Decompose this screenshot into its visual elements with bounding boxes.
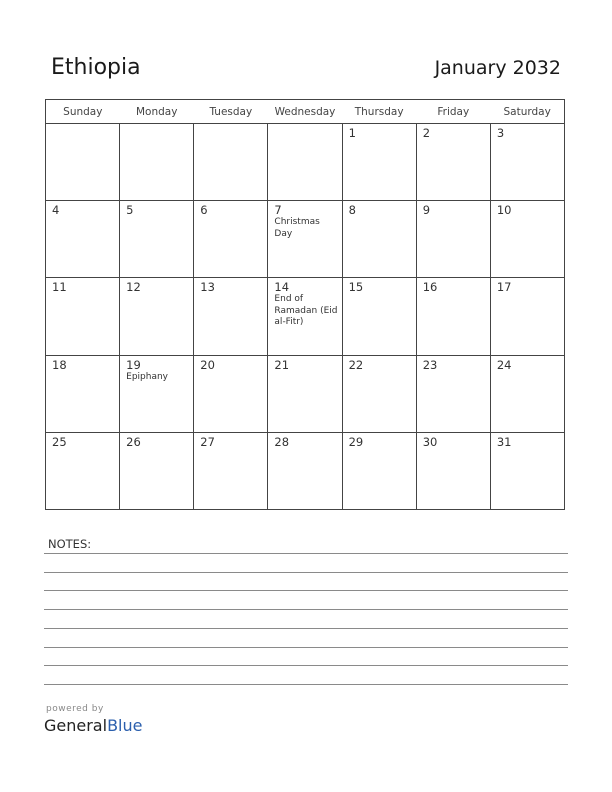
note-line — [44, 553, 568, 554]
day-number: 18 — [52, 357, 67, 372]
day-number — [268, 124, 341, 127]
day-cell — [268, 355, 342, 432]
day-number: 16 — [422, 280, 438, 295]
day-cell — [46, 201, 120, 278]
day-number: 31 — [496, 434, 512, 449]
day-cell — [268, 278, 342, 355]
note-line — [44, 628, 568, 629]
day-cell — [416, 278, 490, 355]
brand-name-blue: Blue — [107, 716, 143, 735]
note-line — [44, 572, 568, 573]
day-number — [194, 124, 267, 127]
day-cell — [46, 278, 120, 355]
day-number: 4 — [52, 203, 60, 218]
day-number: 28 — [274, 434, 290, 449]
day-number: 17 — [496, 280, 512, 295]
weekday-header: Friday — [416, 100, 490, 124]
day-number: 10 — [496, 203, 512, 218]
note-line — [44, 590, 568, 591]
brand-logo — [44, 716, 142, 735]
day-number: 6 — [200, 203, 208, 218]
note-line — [44, 609, 568, 610]
day-number: 26 — [126, 434, 141, 449]
day-number: 9 — [422, 203, 431, 218]
day-number: 7 — [274, 203, 282, 218]
day-cell — [416, 201, 490, 278]
note-line — [44, 665, 568, 666]
day-cell — [120, 201, 194, 278]
day-number: 20 — [200, 357, 215, 372]
day-number: 1 — [348, 126, 356, 140]
holiday-label: End of Ramadan (Eid al-Fitr) — [274, 294, 338, 328]
day-cell — [342, 432, 416, 509]
holiday-label: Epiphany — [126, 371, 169, 382]
day-number: 15 — [348, 280, 364, 295]
day-number — [120, 124, 193, 127]
notes-label: NOTES: — [48, 537, 92, 551]
day-cell — [194, 278, 268, 355]
day-cell — [342, 124, 416, 201]
day-number: 21 — [274, 357, 290, 372]
week-row — [46, 355, 565, 432]
day-number: 5 — [126, 203, 134, 218]
day-number: 19 — [126, 357, 141, 372]
day-cell — [416, 432, 490, 509]
week-row — [46, 124, 565, 201]
holiday-label: Christmas Day — [274, 217, 320, 239]
day-cell — [416, 355, 490, 432]
day-cell — [120, 432, 194, 509]
powered-by-text: powered by — [46, 704, 104, 714]
day-cell — [46, 355, 120, 432]
day-number: 13 — [200, 280, 215, 295]
brand-name-general: General — [44, 716, 108, 735]
day-cell — [268, 432, 342, 509]
day-cell — [268, 201, 342, 278]
day-cell — [194, 355, 268, 432]
day-cell — [416, 124, 490, 201]
day-number: 30 — [422, 434, 438, 449]
calendar-grid — [45, 99, 565, 510]
day-cell — [268, 124, 342, 201]
weekday-header: Monday — [120, 100, 194, 124]
day-cell — [194, 432, 268, 509]
day-number: 27 — [200, 434, 215, 449]
week-row — [46, 432, 565, 509]
country-title: Ethiopia — [51, 55, 141, 80]
note-line — [44, 647, 568, 648]
day-number: 3 — [496, 126, 505, 140]
day-number: 8 — [348, 203, 356, 218]
day-cell — [490, 355, 564, 432]
week-row — [46, 278, 565, 355]
day-cell — [46, 124, 120, 201]
day-number — [46, 124, 119, 127]
day-number: 23 — [422, 357, 438, 372]
day-number: 14 — [274, 280, 290, 295]
weekday-header-row — [46, 100, 565, 124]
day-cell — [490, 432, 564, 509]
day-cell — [490, 278, 564, 355]
day-cell — [490, 201, 564, 278]
day-cell — [46, 432, 120, 509]
day-cell — [194, 124, 268, 201]
day-number: 11 — [52, 280, 67, 295]
day-number: 24 — [496, 357, 512, 372]
day-number: 2 — [422, 126, 431, 140]
calendar-body — [46, 124, 565, 510]
day-cell — [490, 124, 564, 201]
weekday-header: Saturday — [490, 100, 564, 124]
day-cell — [342, 355, 416, 432]
month-year-title: January 2032 — [434, 57, 561, 79]
day-cell — [342, 278, 416, 355]
weekday-header: Sunday — [46, 100, 120, 124]
note-line — [44, 684, 568, 685]
weekday-header: Thursday — [342, 100, 416, 124]
day-number: 12 — [126, 280, 141, 295]
day-cell — [342, 201, 416, 278]
day-number: 22 — [348, 357, 364, 372]
weekday-header: Wednesday — [268, 100, 342, 124]
day-number: 25 — [52, 434, 67, 449]
day-cell — [194, 201, 268, 278]
week-row — [46, 201, 565, 278]
weekday-header: Tuesday — [194, 100, 268, 124]
day-cell — [120, 278, 194, 355]
day-number: 29 — [348, 434, 364, 449]
day-cell — [120, 124, 194, 201]
day-cell — [120, 355, 194, 432]
